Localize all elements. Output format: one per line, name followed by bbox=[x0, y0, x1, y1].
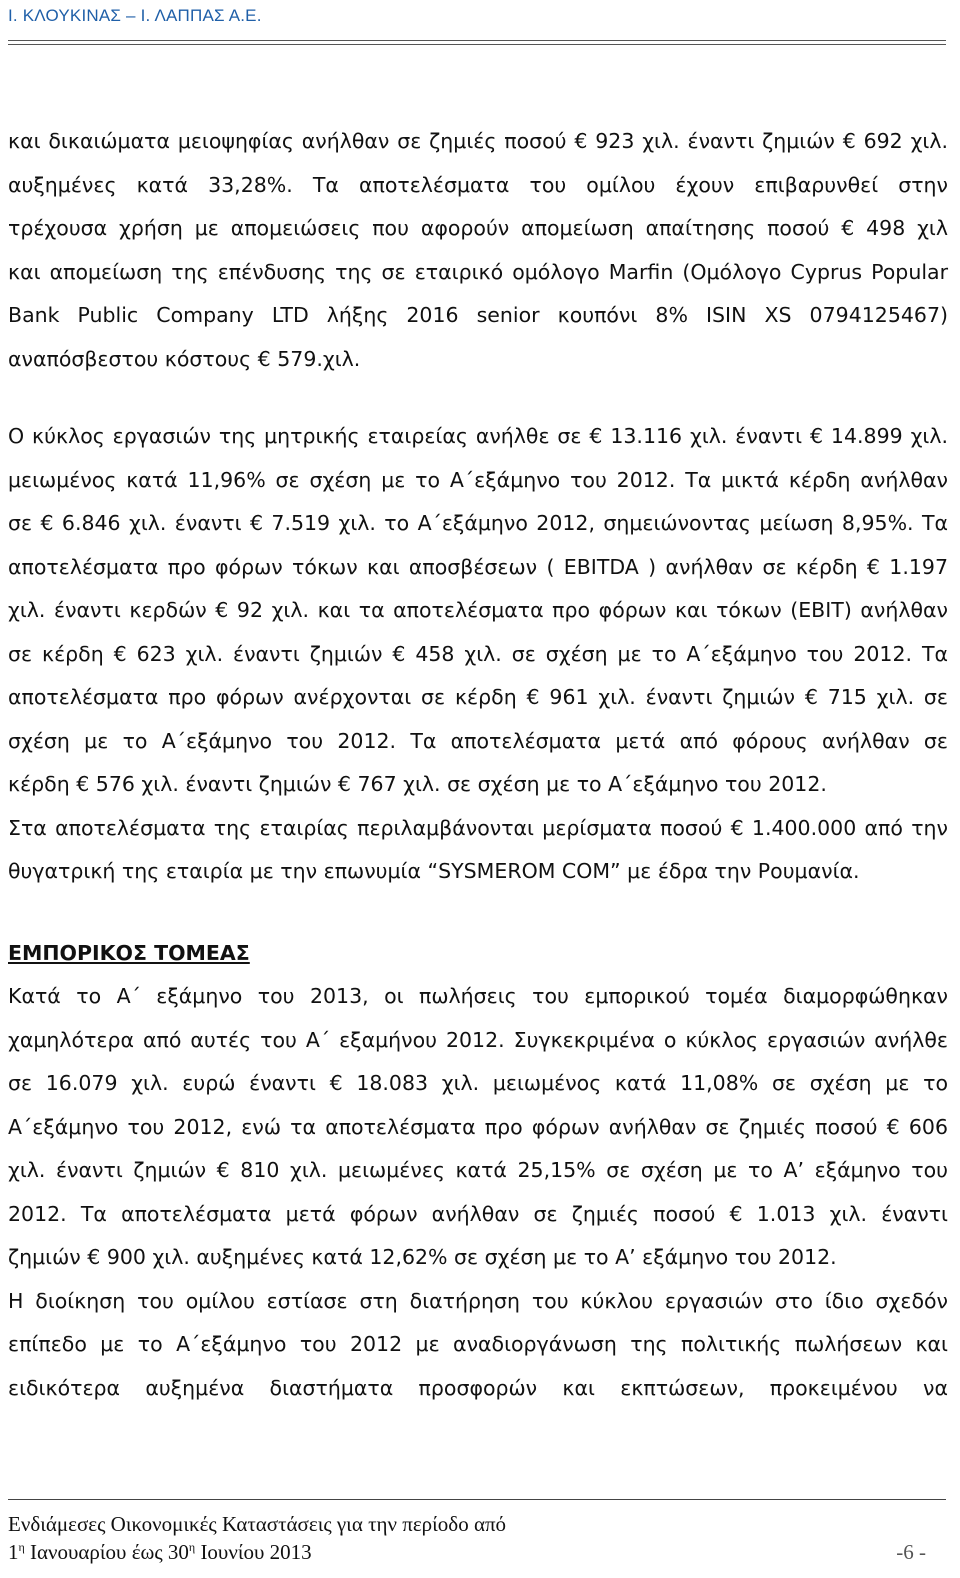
text-line: επίπεδο με το Α΄εξάμηνο του 2012 με αναδιοργάνωση της πολιτικής πωλήσεων και bbox=[8, 1332, 948, 1356]
text-line: και δικαιώματα μειοψηφίας ανήλθαν σε ζημιές ποσού € 923 χιλ. έναντι ζημιών € 692 χιλ. bbox=[8, 129, 948, 153]
text-line: θυγατρική της εταιρία με την επωνυμία “SYSMEROM COM” με έδρα την Ρουμανία. bbox=[8, 859, 860, 883]
page-number: -6 - bbox=[896, 1540, 926, 1564]
paragraph-3 bbox=[8, 975, 948, 1410]
text-line: ζημιών € 900 χιλ. αυξημένες κατά 12,62% σε σχέση με το Α’ εξάμηνο του 2012. bbox=[8, 1245, 837, 1269]
text-line: Στα αποτελέσματα της εταιρίας περιλαμβάνονται μερίσματα ποσού € 1.400.000 από την bbox=[8, 815, 948, 840]
text-line: τρέχουσα χρήση με απομειώσεις που αφορούν απομείωση απαίτησης ποσού € 498 χιλ bbox=[8, 216, 948, 240]
text-line: αυξημένες κατά 33,28%. Τα αποτελέσματα του ομίλου έχουν επιβαρυνθεί στην bbox=[8, 172, 948, 197]
text-line: 2012. Τα αποτελέσματα μετά φόρων ανήλθαν σε ζημιές ποσού € 1.013 χιλ. έναντι bbox=[8, 1201, 948, 1226]
footer-text: Ιουνίου 2013 bbox=[195, 1540, 312, 1564]
footer-line-2 bbox=[8, 1540, 938, 1565]
text-line: και απομείωση της επένδυσης της σε εταιρικό ομόλογο Marfin (Ομόλογο Cyprus Popular bbox=[8, 259, 948, 284]
text-line: χιλ. έναντι ζημιών € 810 χιλ. μειωμένες κατά 25,15% σε σχέση με το Α’ εξάμηνο του bbox=[8, 1158, 948, 1182]
document-body bbox=[8, 120, 948, 1410]
paragraph-2 bbox=[8, 415, 948, 894]
text-line: χιλ. έναντι κερδών € 92 χιλ. και τα αποτελέσματα προ φόρων και τόκων (EBIT) ανήλθαν bbox=[8, 598, 948, 622]
footer-text: 1 bbox=[8, 1540, 19, 1564]
text-line: αναπόσβεστου κόστους € 579.χιλ. bbox=[8, 346, 361, 371]
section-heading: ΕΜΠΟΡΙΚΟΣ ΤΟΜΕΑΣ bbox=[8, 940, 250, 965]
footer-line-1: Ενδιάμεσες Οικονομικές Καταστάσεις για την περίοδο από bbox=[8, 1512, 507, 1536]
text-line: χαμηλότερα από αυτές του Α΄ εξαμήνου 2012. Συγκεκριμένα ο κύκλος εργασιών ανήλθε bbox=[8, 1027, 948, 1052]
footer-divider bbox=[8, 1499, 946, 1500]
text-line: σχέση με το Α΄εξάμηνο του 2012. Τα αποτελέσματα μετά από φόρους ανήλθαν σε bbox=[8, 728, 948, 753]
text-line: Η διοίκηση του ομίλου εστίασε στη διατήρηση του κύκλου εργασιών στο ίδιο σχεδόν bbox=[8, 1288, 948, 1313]
footer-text: Ιανουαρίου έως 30 bbox=[24, 1540, 189, 1564]
text-line: ειδικότερα αυξημένα διαστήματα προσφορών και εκπτώσεων, προκειμένου να bbox=[8, 1375, 948, 1400]
text-line: σε 16.079 χιλ. ευρώ έναντι € 18.083 χιλ. μειωμένος κατά 11,08% σε σχέση με το bbox=[8, 1071, 948, 1095]
text-line: αποτελέσματα προ φόρων τόκων και αποσβέσεων ( EBITDA ) ανήλθαν σε κέρδη € 1.197 bbox=[8, 554, 948, 579]
paragraph-1 bbox=[8, 120, 948, 381]
text-line: Κατά το Α΄ εξάμηνο του 2013, οι πωλήσεις του εμπορικού τομέα διαμορφώθηκαν bbox=[8, 984, 948, 1008]
footer-ordinal-superscript: η bbox=[188, 1540, 196, 1554]
header-divider-bottom bbox=[8, 44, 946, 45]
text-line: αποτελέσματα προ φόρων ανέρχονται σε κέρδη € 961 χιλ. έναντι ζημιών € 715 χιλ. σε bbox=[8, 685, 948, 709]
text-line: Ο κύκλος εργασιών της μητρικής εταιρείας ανήλθε σε € 13.116 χιλ. έναντι € 14.899 χιλ. bbox=[8, 424, 948, 448]
page-header-title: Ι. ΚΛΟΥΚΙΝΑΣ – Ι. ΛΑΠΠΑΣ Α.Ε. bbox=[8, 6, 262, 25]
header-divider-top bbox=[8, 40, 946, 41]
text-line: Α΄εξάμηνο του 2012, ενώ τα αποτελέσματα προ φόρων ανήλθαν σε ζημιές ποσού € 606 bbox=[8, 1114, 948, 1139]
footer-ordinal-superscript: η bbox=[18, 1540, 25, 1554]
text-line: μειωμένος κατά 11,96% σε σχέση με το Α΄εξάμηνο του 2012. Τα μικτά κέρδη ανήλθαν bbox=[8, 467, 948, 492]
paragraph-gap bbox=[8, 381, 948, 415]
text-line: κέρδη € 576 χιλ. έναντι ζημιών € 767 χιλ. σε σχέση με το Α΄εξάμηνο του 2012. bbox=[8, 772, 827, 796]
text-line: σε κέρδη € 623 χιλ. έναντι ζημιών € 458 χιλ. σε σχέση με το Α΄εξάμηνο του 2012. Τα bbox=[8, 641, 948, 666]
text-line: Bank Public Company LTD λήξης 2016 senior κουπόνι 8% ISIN XS 0794125467) bbox=[8, 303, 948, 327]
text-line: σε € 6.846 χιλ. έναντι € 7.519 χιλ. το Α΄εξάμηνο 2012, σημειώνοντας μείωση 8,95%. Τα bbox=[8, 511, 948, 535]
